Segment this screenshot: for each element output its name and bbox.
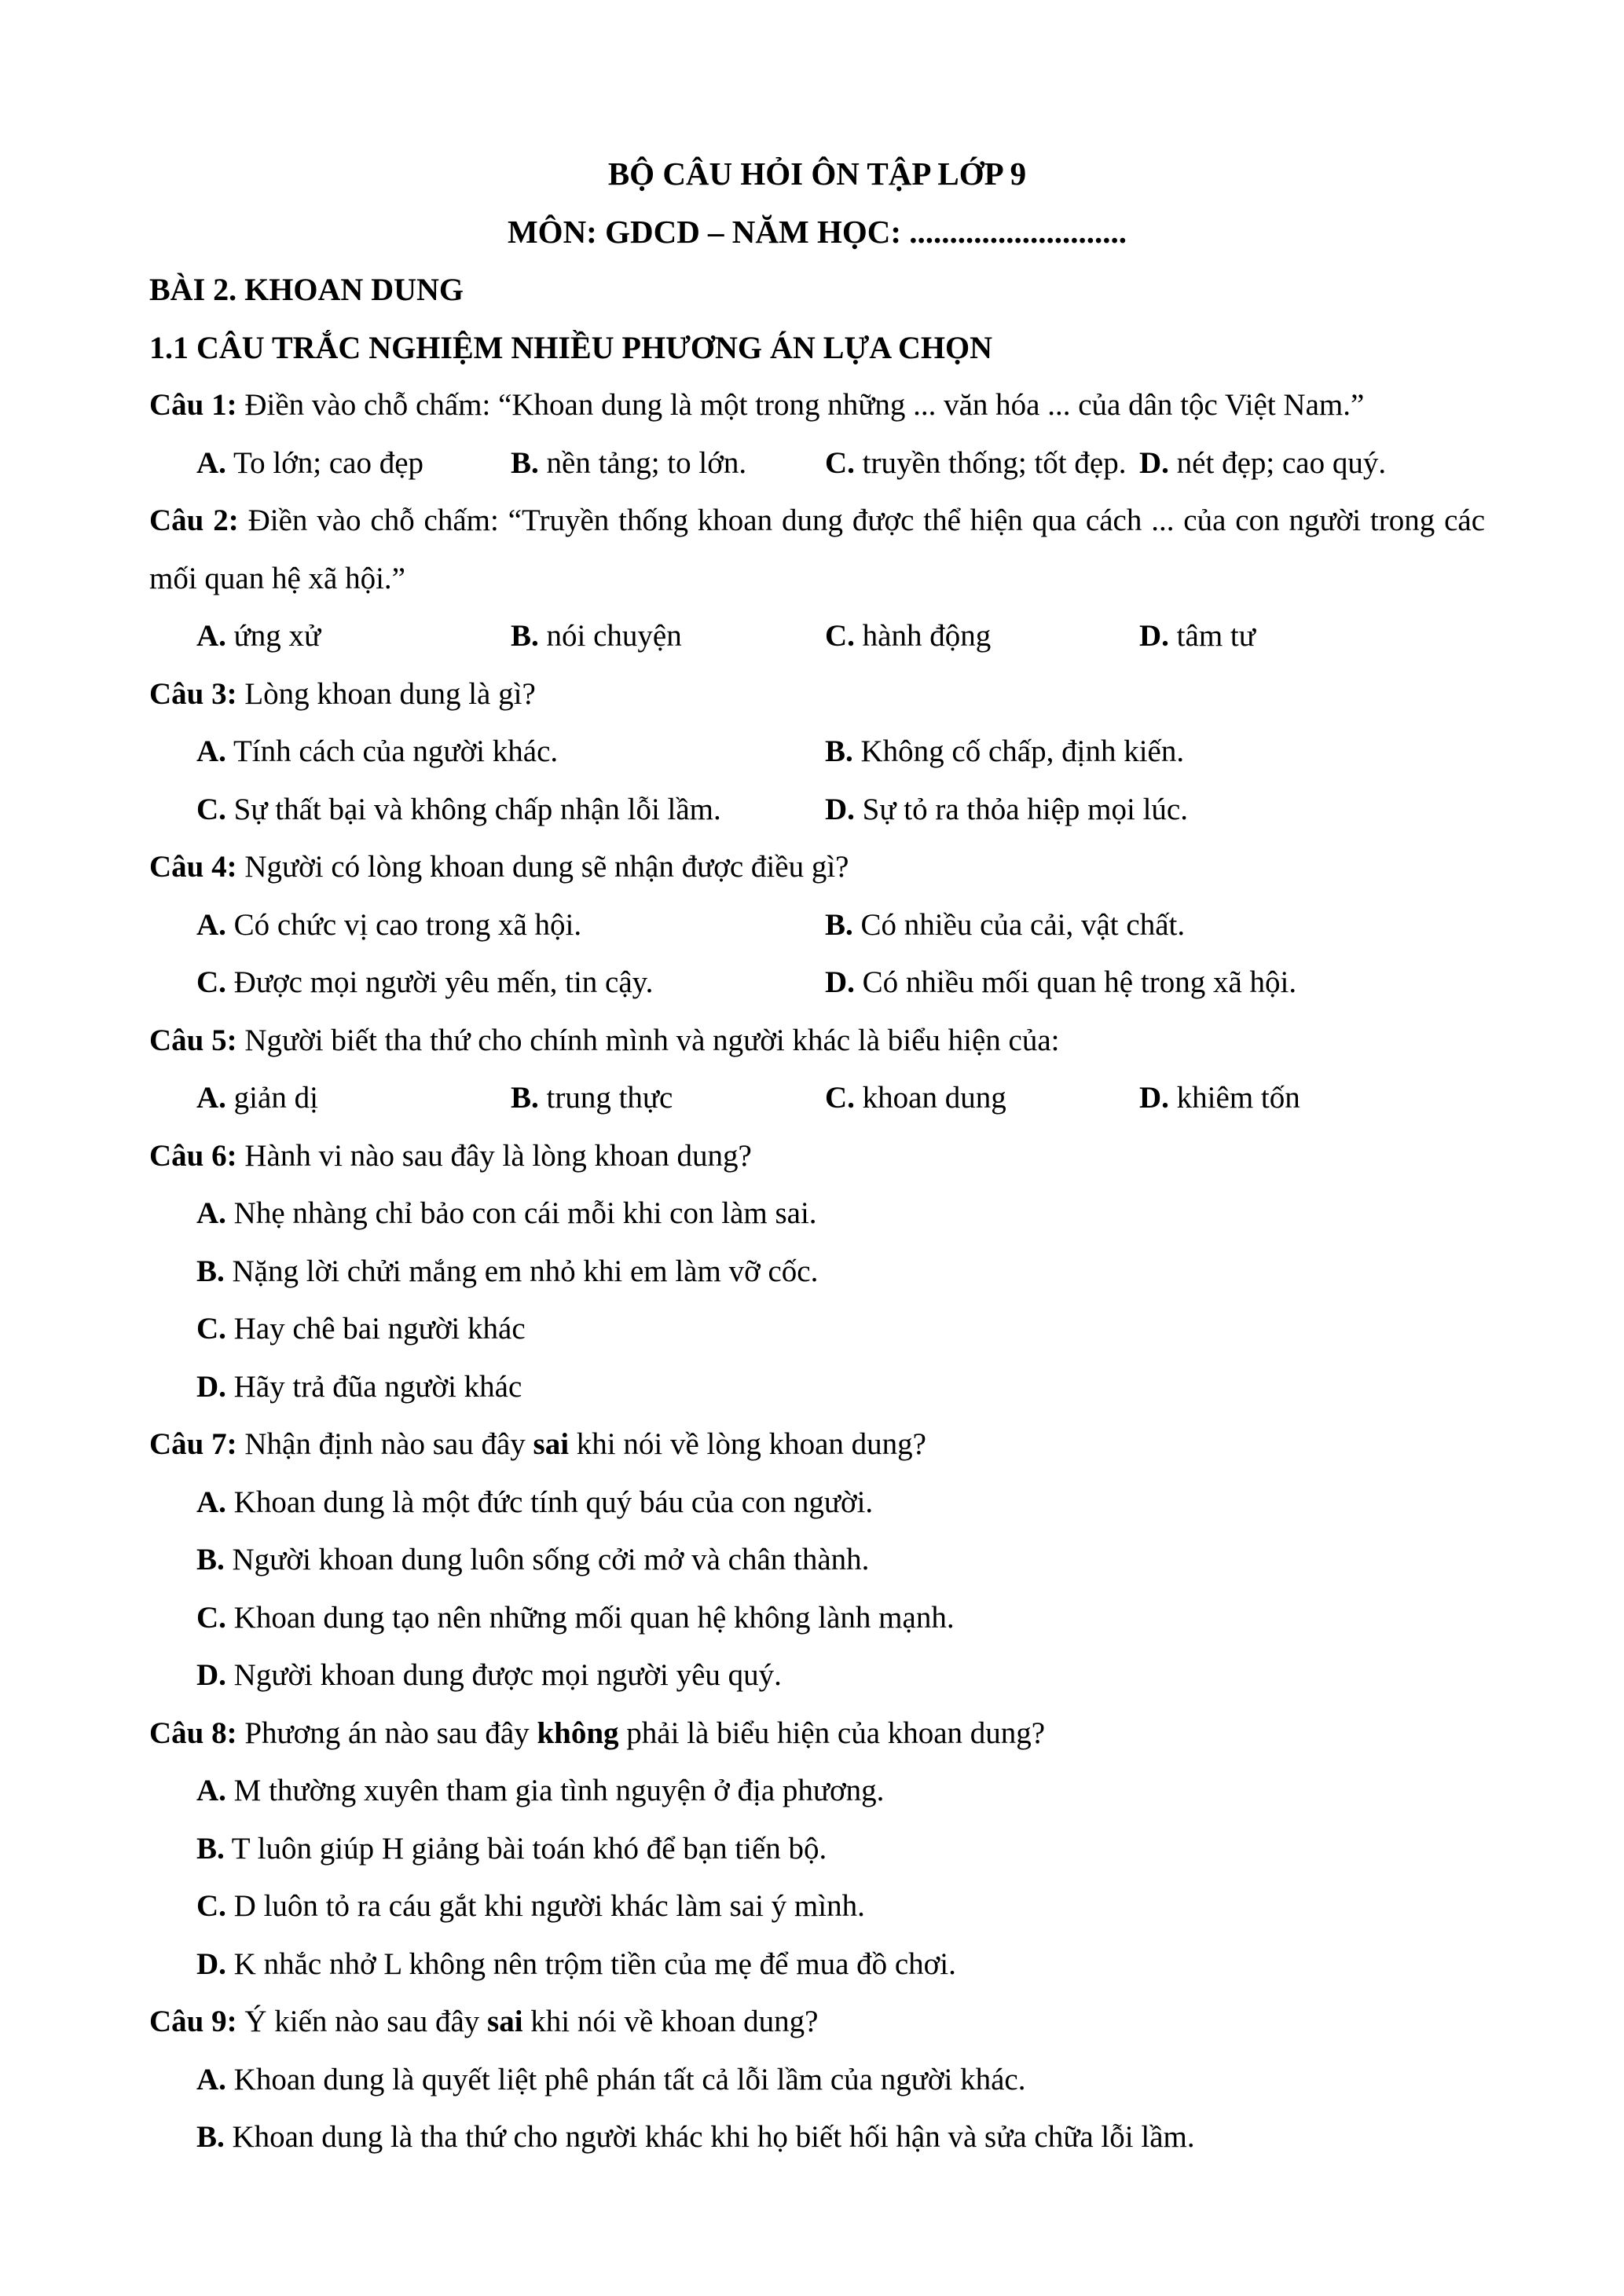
option-line [149, 1646, 1485, 1705]
question-text [149, 1415, 1485, 1474]
option-letter: B. [196, 2120, 225, 2154]
option-letter: B. [511, 1081, 539, 1115]
option-line [149, 1589, 1485, 1647]
question-label: Câu 9: [149, 2005, 237, 2038]
option-line [149, 1474, 1485, 1532]
section-heading: 1.1 CÂU TRẮC NGHIỆM NHIỀU PHƯƠNG ÁN LỰA CHỌN [149, 329, 992, 365]
option-letter: C. [825, 619, 855, 653]
options-row [149, 954, 1485, 1012]
emphasis-word: không [537, 1716, 619, 1750]
option-letter: D. [825, 965, 855, 999]
option-C: C. Được mọi người yêu mến, tin cậy. [196, 965, 654, 999]
question-body: Người có lòng khoan dung sẽ nhận được điều gì? [244, 850, 849, 884]
question-label: Câu 7: [149, 1427, 237, 1461]
question-body: Điền vào chỗ chấm: “Khoan dung là một trong những ... văn hóa ... của dân tộc Việt Nam.” [244, 388, 1365, 422]
option-letter: D. [196, 1946, 226, 1981]
question-body: phải là biểu hiện của khoan dung? [618, 1716, 1046, 1750]
question-body: Ý kiến nào sau đây [244, 2005, 488, 2038]
option-B: B. trung thực [511, 1081, 673, 1115]
question-body: Phương án nào sau đây [244, 1716, 537, 1750]
emphasis-word: sai [533, 1427, 570, 1461]
question-label: Câu 2: [149, 504, 239, 537]
options-row [149, 781, 1485, 839]
option-letter: B. [196, 1831, 225, 1866]
option-line [149, 1820, 1485, 1878]
option-letter: A. [196, 619, 226, 653]
option-letter: D. [1139, 445, 1169, 480]
option-letter: D. [196, 1369, 226, 1404]
question-body: Lòng khoan dung là gì? [244, 676, 536, 711]
question-text [149, 376, 1485, 434]
option-D: D. Có nhiều mối quan hệ trong xã hội. [825, 965, 1297, 999]
question-text [149, 1012, 1485, 1070]
options-row [149, 434, 1485, 493]
option-A: A. Khoan dung là một đức tính quý báu của con người. [196, 1485, 874, 1519]
option-A: A. Tính cách của người khác. [196, 734, 559, 768]
question-body: Nhận định nào sau đây [244, 1427, 533, 1461]
option-C: C. Sự thất bại và không chấp nhận lỗi lầm. [196, 792, 721, 826]
option-D: D. Sự tỏ ra thỏa hiệp mọi lúc. [825, 792, 1188, 826]
option-letter: D. [825, 792, 855, 826]
option-A: A. Nhẹ nhàng chỉ bảo con cái mỗi khi con làm sai. [196, 1196, 817, 1230]
question-text [149, 665, 1485, 723]
option-letter: D. [196, 1658, 226, 1692]
option-letter: C. [196, 1312, 226, 1346]
option-letter: C. [196, 965, 226, 999]
question-label: Câu 3: [149, 676, 237, 711]
option-letter: C. [196, 792, 226, 826]
question-label: Câu 5: [149, 1023, 237, 1057]
doc-title: BỘ CÂU HỎI ÔN TẬP LỚP 9 [607, 156, 1027, 192]
options-row [149, 723, 1485, 781]
option-letter: A. [196, 1485, 226, 1519]
option-letter: B. [825, 907, 853, 942]
option-B: B. Nặng lời chửi mắng em nhỏ khi em làm vỡ cốc. [196, 1254, 819, 1288]
option-C: C. khoan dung [825, 1081, 1006, 1115]
option-letter: A. [196, 907, 226, 942]
option-C: C. Hay chê bai người khác [196, 1312, 526, 1346]
option-A: A. giản dị [196, 1081, 318, 1115]
question-text [149, 492, 1485, 607]
option-A: A. Có chức vị cao trong xã hội. [196, 907, 582, 942]
option-line [149, 1300, 1485, 1358]
option-B: B. Khoan dung là tha thứ cho người khác khi họ biết hối hận và sửa chữa lỗi lầm. [196, 2120, 1195, 2154]
options-row [149, 1069, 1485, 1127]
option-letter: B. [511, 619, 539, 653]
option-D: D. khiêm tốn [1139, 1081, 1300, 1115]
option-letter: A. [196, 445, 226, 480]
option-B: B. Không cố chấp, định kiến. [825, 734, 1185, 768]
question-body: khi nói về khoan dung? [522, 2005, 819, 2038]
option-D: D. Hãy trả đũa người khác [196, 1369, 522, 1404]
option-letter: C. [825, 1081, 855, 1115]
option-letter: D. [1139, 619, 1169, 653]
question-body: Điền vào chỗ chấm: “Truyền thống khoan dung được thể hiện qua cách ... của con người trong các mối quan hệ xã hội.” [149, 504, 1486, 595]
option-A: A. M thường xuyên tham gia tình nguyện ở địa phương. [196, 1774, 885, 1807]
option-line [149, 1935, 1485, 1994]
question-body: Người biết tha thứ cho chính mình và người khác là biểu hiện của: [244, 1023, 1060, 1057]
option-C: C. hành động [825, 619, 992, 653]
question-body: Hành vi nào sau đây là lòng khoan dung? [244, 1138, 752, 1173]
question-text [149, 1705, 1485, 1763]
option-B: B. Người khoan dung luôn sống cởi mở và chân thành. [196, 1543, 870, 1576]
option-letter: D. [1139, 1081, 1169, 1115]
option-C: C. Khoan dung tạo nên những mối quan hệ không lành mạnh. [196, 1600, 955, 1635]
option-line [149, 1243, 1485, 1301]
options-row [149, 896, 1485, 954]
lesson-heading: BÀI 2. KHOAN DUNG [149, 272, 464, 307]
doc-subtitle: MÔN: GDCD – NĂM HỌC: ........................... [507, 213, 1127, 250]
option-line [149, 2051, 1485, 2109]
question-text [149, 1127, 1485, 1185]
option-A: A. To lớn; cao đẹp [196, 445, 424, 480]
question-text [149, 838, 1485, 896]
option-B: B. Có nhiều của cải, vật chất. [825, 907, 1186, 942]
option-D: D. nét đẹp; cao quý. [1139, 445, 1387, 480]
option-C: C. D luôn tỏ ra cáu gắt khi người khác làm sai ý mình. [196, 1889, 865, 1923]
option-D: D. tâm tư [1139, 619, 1256, 653]
option-line [149, 2108, 1485, 2166]
option-letter: C. [196, 1600, 226, 1635]
question-label: Câu 8: [149, 1716, 237, 1750]
option-A: A. ứng xử [196, 619, 321, 653]
question-body: khi nói về lòng khoan dung? [569, 1427, 926, 1461]
option-letter: A. [196, 1196, 226, 1230]
option-letter: A. [196, 734, 226, 768]
option-line [149, 1877, 1485, 1935]
option-line [149, 1358, 1485, 1416]
option-A: A. Khoan dung là quyết liệt phê phán tất cả lỗi lầm của người khác. [196, 2062, 1026, 2096]
option-letter: B. [196, 1543, 225, 1576]
option-B: B. T luôn giúp H giảng bài toán khó để bạn tiến bộ. [196, 1831, 827, 1866]
option-letter: C. [825, 445, 855, 480]
option-letter: A. [196, 1081, 226, 1115]
option-letter: B. [511, 445, 539, 480]
option-line [149, 1762, 1485, 1820]
options-row [149, 607, 1485, 665]
emphasis-word: sai [487, 2005, 523, 2038]
option-D: D. Người khoan dung được mọi người yêu quý. [196, 1658, 782, 1692]
option-letter: A. [196, 1774, 226, 1807]
option-letter: B. [196, 1254, 225, 1288]
option-line [149, 1531, 1485, 1589]
option-C: C. truyền thống; tốt đẹp. [825, 445, 1127, 480]
question-text [149, 1993, 1485, 2051]
option-letter: A. [196, 2062, 226, 2096]
option-letter: C. [196, 1889, 226, 1923]
option-letter: B. [825, 734, 853, 768]
option-line [149, 1185, 1485, 1243]
question-label: Câu 4: [149, 850, 237, 884]
question-label: Câu 1: [149, 388, 237, 422]
questions-container [149, 376, 1485, 2166]
option-D: D. K nhắc nhở L không nên trộm tiền của mẹ để mua đồ chơi. [196, 1946, 956, 1981]
option-B: B. nói chuyện [511, 619, 682, 653]
question-label: Câu 6: [149, 1138, 237, 1173]
option-B: B. nền tảng; to lớn. [511, 445, 747, 480]
